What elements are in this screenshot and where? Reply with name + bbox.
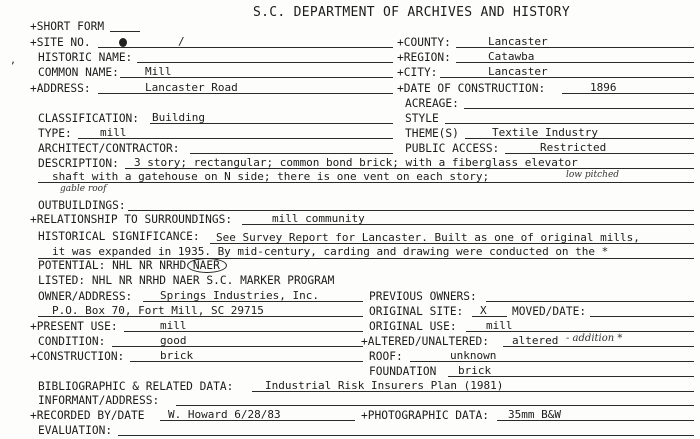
original-use-label: ORIGINAL USE:: [369, 320, 457, 333]
site-no-line: [98, 47, 393, 48]
county-value: Lancaster: [488, 35, 548, 48]
condition-value: good: [160, 334, 187, 347]
nrhd-circle: [187, 258, 227, 273]
original-site-line: [472, 316, 507, 317]
present-use-label: +PRESENT USE:: [30, 320, 118, 333]
owner-value-1: Springs Industries, Inc.: [160, 289, 319, 302]
city-label: +CITY:: [397, 66, 438, 79]
altered-handwritten: - addition *: [566, 333, 623, 344]
description-handwritten-1: low pitched: [566, 170, 620, 180]
previous-owners-label: PREVIOUS OWNERS:: [369, 290, 477, 303]
description-value-1: 3 story; rectangular; common bond brick; with a fiberglass elevator: [134, 156, 578, 169]
foundation-label: FOUNDATION: [369, 365, 437, 378]
address-line: [98, 93, 393, 94]
recorded-by-label: +RECORDED BY/DATE: [30, 409, 145, 422]
themes-value: Textile Industry: [492, 126, 598, 139]
present-use-value: mill: [160, 319, 187, 332]
classification-value: Building: [152, 111, 205, 124]
description-handwritten-2: gable roof: [60, 184, 107, 194]
altered-value: altered: [512, 334, 559, 347]
altered-label: +ALTERED/UNALTERED:: [361, 335, 489, 348]
acreage-line: [464, 108, 694, 109]
common-name-label: COMMON NAME:: [38, 66, 119, 79]
county-label: +COUNTY:: [397, 36, 451, 49]
city-line: [440, 77, 694, 78]
construction-value: brick: [160, 349, 194, 362]
potential-label: POTENTIAL: NHL NR NRHD NAER: [38, 259, 220, 272]
original-site-label: ORIGINAL SITE:: [369, 305, 464, 318]
construction-label: +CONSTRUCTION:: [30, 350, 125, 363]
condition-label: CONDITION:: [38, 335, 106, 348]
site-no-blot: [119, 38, 127, 47]
roof-value: unknown: [450, 349, 497, 362]
region-label: +REGION:: [397, 51, 451, 64]
description-label: DESCRIPTION:: [38, 157, 119, 170]
original-use-value: mill: [486, 319, 513, 332]
classification-label: CLASSIFICATION:: [38, 112, 140, 125]
city-value: Lancaster: [488, 65, 548, 78]
evaluation-line: [118, 435, 694, 436]
form-header: S.C. DEPARTMENT OF ARCHIVES AND HISTORY: [253, 5, 570, 20]
owner-value-2: P.O. Box 70, Fort Mill, SC 29715: [52, 304, 264, 317]
margin-mark: ,: [10, 55, 17, 66]
region-value: Catawba: [488, 50, 535, 63]
public-access-label: PUBLIC ACCESS:: [405, 142, 500, 155]
date-construction-value: 1896: [590, 81, 617, 94]
address-label: +ADDRESS:: [30, 82, 91, 95]
themes-label: THEME(S): [405, 127, 459, 140]
moved-date-label: MOVED/DATE:: [512, 305, 587, 318]
date-construction-line: [562, 93, 694, 94]
condition-line: [112, 346, 363, 347]
short-form-label: +SHORT FORM: [30, 20, 105, 33]
architect-line: [190, 153, 393, 154]
owner-address-label: OWNER/ADDRESS:: [38, 290, 133, 303]
site-no-label: +SITE NO.: [30, 36, 91, 49]
historic-name-line: [137, 62, 393, 63]
common-name-value: Mill: [145, 65, 172, 78]
photographic-data-value: 35mm B&W: [508, 408, 561, 421]
description-value-2: shaft with a gatehouse on N side; there is one vent on each story;: [52, 170, 490, 183]
roof-label: ROOF:: [369, 350, 403, 363]
previous-owners-line: [486, 301, 694, 302]
photographic-data-label: +PHOTOGRAPHIC DATA:: [361, 409, 489, 422]
address-value: Lancaster Road: [145, 81, 238, 94]
foundation-value: brick: [458, 364, 492, 377]
original-site-value: X: [480, 304, 487, 317]
recorded-by-value: W. Howard 6/28/83: [168, 408, 281, 421]
short-form-line: [110, 31, 140, 32]
outbuildings-label: OUTBUILDINGS:: [38, 199, 126, 212]
architect-label: ARCHITECT/CONTRACTOR:: [38, 142, 180, 155]
date-construction-label: +DATE OF CONSTRUCTION:: [397, 82, 546, 95]
type-label: TYPE:: [38, 127, 72, 140]
informant-line: [176, 405, 694, 406]
bibliographic-value: Industrial Risk Insurers Plan (1981): [265, 379, 504, 392]
style-label: STYLE: [405, 112, 439, 125]
type-value: mill: [100, 126, 127, 139]
style-line: [445, 123, 694, 124]
relationship-value: mill community: [272, 212, 365, 225]
acreage-label: ACREAGE:: [405, 97, 459, 110]
significance-value-1: See Survey Report for Lancaster. Built as one of original mills,: [216, 231, 640, 244]
informant-label: INFORMANT/ADDRESS:: [38, 394, 160, 407]
moved-date-line: [590, 316, 694, 317]
listed-label: LISTED: NHL NR NRHD NAER S.C. MARKER PROGRAM: [38, 274, 335, 287]
significance-value-2: it was expanded in 1935. By mid-century, carding and drawing were conducted on the *: [52, 245, 609, 258]
site-no-value: /: [178, 35, 185, 48]
historical-significance-label: HISTORICAL SIGNIFICANCE:: [38, 230, 200, 243]
outbuildings-line: [128, 210, 694, 211]
relationship-label: +RELATIONSHIP TO SURROUNDINGS:: [30, 213, 233, 226]
historic-name-label: HISTORIC NAME:: [38, 51, 133, 64]
bibliographic-label: BIBLIOGRAPHIC & RELATED DATA:: [38, 380, 234, 393]
public-access-value: Restricted: [540, 141, 607, 154]
evaluation-label: EVALUATION:: [38, 424, 113, 437]
